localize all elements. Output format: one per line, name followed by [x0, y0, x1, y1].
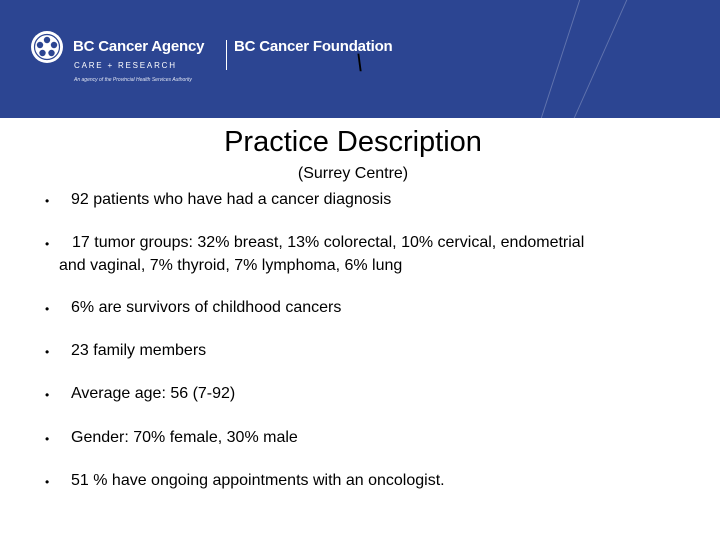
bullet-item: Gender: 70% female, 30% male: [71, 429, 298, 446]
bullet-item: Average age: 56 (7-92): [71, 385, 236, 402]
bullet-dot: •: [45, 302, 50, 316]
bullet-dot: •: [45, 345, 50, 359]
bullet-item: 92 patients who have had a cancer diagnosis: [71, 191, 392, 208]
logo-divider: [226, 40, 227, 70]
bullet-item: 17 tumor groups: 32% breast, 13% colorectal, 10% cervical, endometrial: [72, 234, 585, 251]
agency-subline: An agency of the Provincial Health Services Authority: [74, 77, 192, 83]
slide-title: Practice Description: [224, 126, 482, 158]
bullet-dot: •: [45, 194, 50, 208]
bullet-dot: •: [45, 475, 50, 489]
slide-subtitle: (Surrey Centre): [297, 165, 409, 182]
decorative-streak: [541, 0, 580, 118]
bullet-item-continuation: and vaginal, 7% thyroid, 7% lymphoma, 6% lung: [59, 257, 403, 274]
bullet-dot: •: [45, 237, 50, 251]
slash-mark: \: [354, 50, 365, 77]
bullet-dot: •: [45, 432, 50, 446]
agency-name: BC Cancer Agency: [73, 38, 205, 55]
agency-tagline: CARE + RESEARCH: [74, 61, 177, 70]
bullet-item: 23 family members: [71, 342, 207, 359]
bc-cancer-seal-icon: [30, 30, 64, 64]
decorative-streak: [574, 0, 628, 118]
bullet-item: 6% are survivors of childhood cancers: [71, 299, 342, 316]
bullet-item: 51 % have ongoing appointments with an oncologist.: [71, 472, 445, 489]
bullet-dot: •: [45, 388, 50, 402]
foundation-name: BC Cancer Foundation: [234, 38, 393, 55]
